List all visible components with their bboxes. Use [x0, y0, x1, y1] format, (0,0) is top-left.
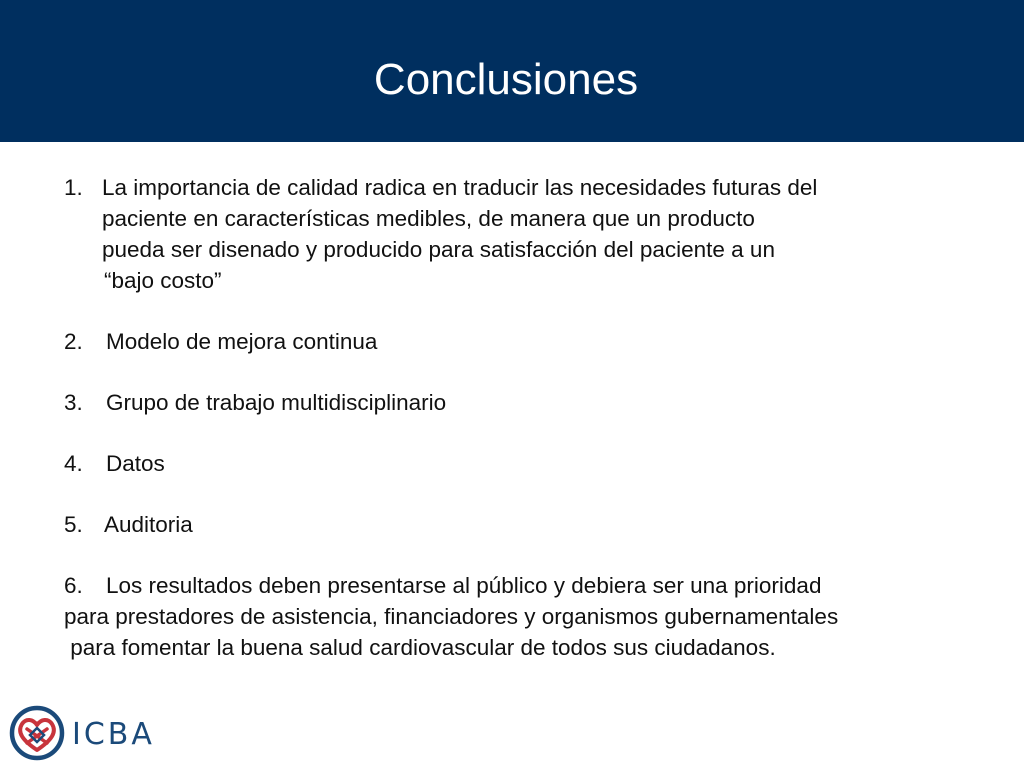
- list-item-number: 3.: [64, 390, 83, 415]
- list-item-number: 1.: [64, 175, 83, 200]
- list-item-text: “bajo costo”: [104, 268, 222, 293]
- list-item-text: La importancia de calidad radica en traducir las necesidades futuras del: [102, 175, 818, 200]
- list-item-number: 2.: [64, 329, 83, 354]
- list-item-number: 4.: [64, 451, 83, 476]
- list-item-number: 5.: [64, 512, 83, 537]
- list-item-text: Los resultados deben presentarse al público y debiera ser una prioridad: [106, 573, 822, 598]
- list-item-text: Modelo de mejora continua: [106, 329, 378, 354]
- list-item-text: para prestadores de asistencia, financiadores y organismos gubernamentales: [64, 604, 839, 629]
- list-item-text: Datos: [106, 451, 165, 476]
- logo-wordmark: ICBA: [72, 717, 155, 752]
- list-item-text: Grupo de trabajo multidisciplinario: [106, 390, 447, 415]
- list-item-text: pueda ser disenado y producido para satisfacción del paciente a un: [102, 237, 775, 262]
- slide-title: Conclusiones: [373, 55, 639, 104]
- icba-logo: [8, 704, 158, 764]
- list-item-text: para fomentar la buena salud cardiovascular de todos sus ciudadanos.: [64, 635, 776, 660]
- list-item-text: paciente en características medibles, de manera que un producto: [102, 206, 755, 231]
- list-item-number: 6.: [64, 573, 83, 598]
- heart-knot-logo-icon: [8, 704, 66, 762]
- list-item-text: Auditoria: [104, 512, 193, 537]
